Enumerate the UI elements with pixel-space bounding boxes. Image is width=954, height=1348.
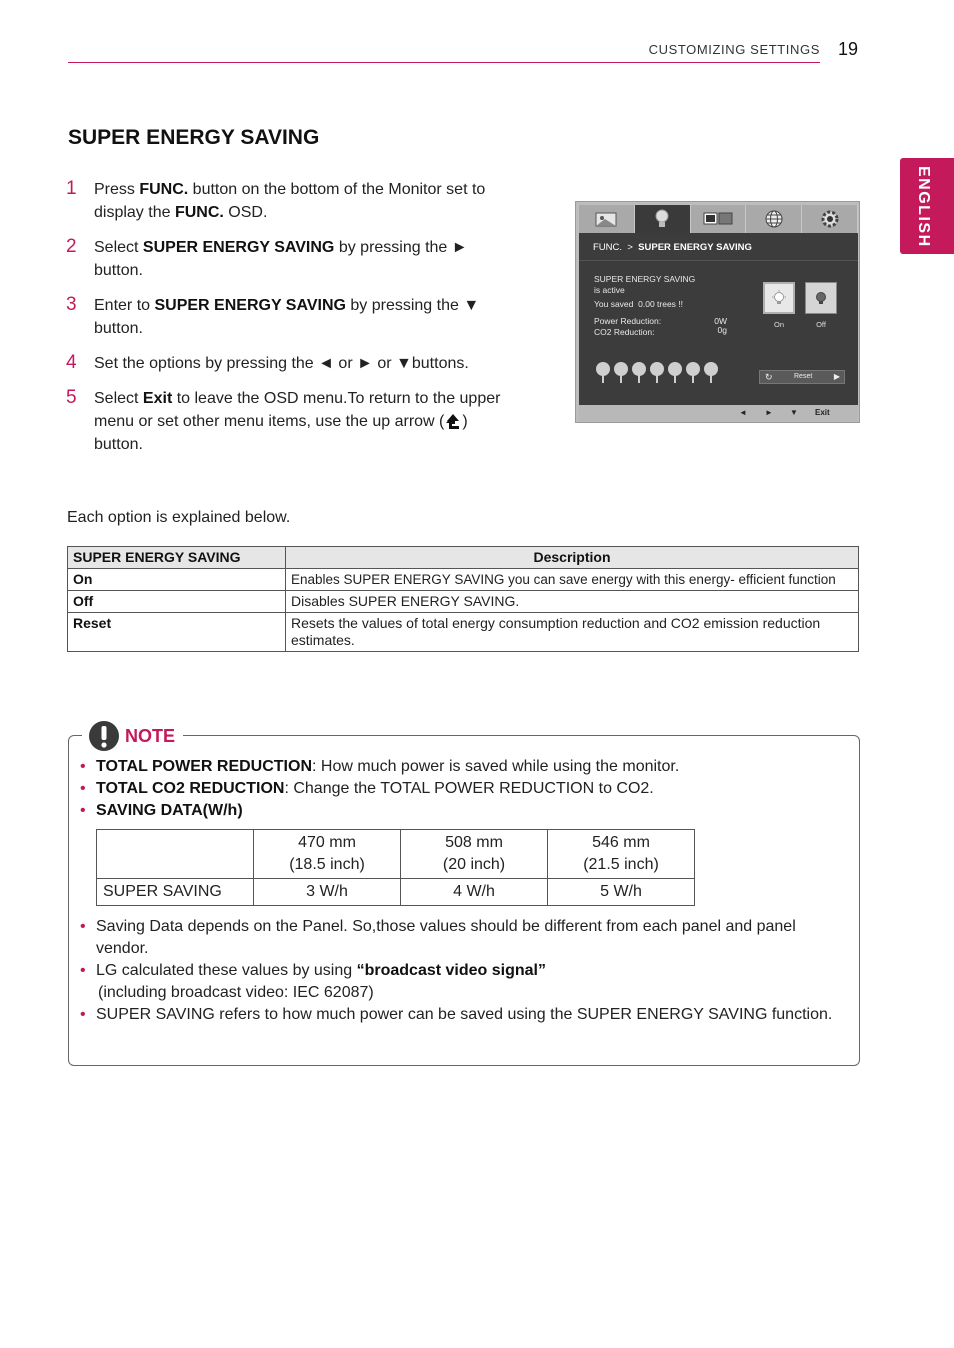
crumb-root: FUNC.	[593, 242, 623, 253]
note-content	[78, 756, 848, 1026]
osd-tab-picture[interactable]	[579, 205, 635, 233]
size-inch: (21.5 inch)	[583, 856, 659, 873]
step-text: Press	[94, 181, 140, 198]
bullet-text: SUPER SAVING refers to how much power can be saved using the SUPER ENERGY SAVING function.	[96, 1006, 833, 1023]
step-number: 1	[66, 178, 77, 199]
option-desc: Disables SUPER ENERGY SAVING.	[286, 591, 859, 613]
step-2	[66, 236, 516, 282]
step-keyword: SUPER ENERGY SAVING	[154, 297, 346, 314]
step-1	[66, 178, 516, 224]
osd-panel	[579, 233, 858, 405]
step-3	[66, 294, 516, 340]
bullet-keyword: “broadcast video signal”	[356, 962, 546, 979]
tree-icon	[703, 361, 719, 383]
tree-icon	[649, 361, 665, 383]
tree-icon	[685, 361, 701, 383]
osd-reduction-labels	[594, 316, 661, 338]
osd-saved	[594, 299, 683, 310]
tree-icon	[667, 361, 683, 383]
osd-status-line: is active	[594, 285, 625, 295]
reset-icon: ↻	[765, 372, 773, 382]
bullet-subtext: (including broadcast video: IEC 62087)	[98, 984, 374, 1001]
step-5	[66, 387, 516, 456]
warning-icon	[88, 720, 120, 752]
osd-tab-screen[interactable]	[691, 205, 747, 233]
note-title: NOTE	[125, 725, 176, 746]
note-bullet	[78, 756, 848, 778]
step-number: 4	[66, 352, 77, 373]
page-number: 19	[838, 39, 859, 59]
step-text: Select	[94, 239, 143, 256]
table-cell-empty	[97, 830, 254, 879]
lightbulb-on-icon	[770, 289, 788, 307]
screen-split-icon	[702, 210, 734, 228]
language-label: ENGLISH	[915, 166, 932, 248]
step-text: OSD.	[223, 204, 268, 221]
osd-reduction-values	[697, 317, 727, 335]
step-number: 2	[66, 236, 77, 257]
table-header-row	[68, 547, 859, 569]
osd-nav-bar	[579, 405, 858, 421]
note-bullet	[78, 960, 848, 1004]
step-keyword: Exit	[142, 390, 173, 407]
globe-icon	[763, 208, 785, 230]
table-header	[548, 830, 695, 879]
table-header	[401, 830, 548, 879]
option-name: Reset	[68, 613, 286, 652]
table-cell: 3 W/h	[254, 879, 401, 906]
table-row	[97, 879, 695, 906]
picture-icon	[593, 210, 619, 228]
language-tab	[900, 158, 954, 254]
osd-option-off[interactable]	[805, 282, 837, 314]
step-number: 5	[66, 387, 77, 408]
options-intro: Each option is explained below.	[67, 509, 291, 526]
osd-co2-label: CO2 Reduction:	[594, 327, 655, 337]
osd-status	[594, 274, 695, 296]
bullet-keyword: TOTAL CO2 REDUCTION	[96, 780, 285, 797]
bullet-keyword: TOTAL POWER REDUCTION	[96, 758, 312, 775]
note-bullet	[78, 916, 848, 960]
tree-icon	[613, 361, 629, 383]
bullet-text: : Change the TOTAL POWER REDUCTION to CO2.	[284, 780, 654, 797]
step-text: Set the options by pressing the ◄ or ► or ▼buttons.	[94, 355, 469, 372]
osd-reset-label: Reset	[794, 373, 813, 380]
option-desc: Resets the values of total energy consumption reduction and CO2 emission reduction estimates.	[286, 613, 859, 652]
step-number: 3	[66, 294, 77, 315]
step-list	[66, 178, 516, 468]
size-inch: (20 inch)	[442, 856, 506, 873]
osd-option-on-label: On	[773, 320, 784, 329]
note-header	[82, 718, 183, 754]
step-4	[66, 352, 516, 375]
size-mm: 546 mm	[592, 834, 650, 851]
step-text: to leave the OSD menu.To return to the upper menu or set other menu items, use the up arrow (	[94, 390, 501, 430]
note-bullet	[78, 778, 848, 800]
option-desc: Enables SUPER ENERGY SAVING you can save energy with this energy- efficient function	[286, 569, 859, 591]
saving-data-table	[96, 829, 695, 906]
tree-icon	[595, 361, 611, 383]
step-keyword: SUPER ENERGY SAVING	[142, 239, 335, 256]
lightbulb-icon	[653, 208, 671, 230]
arrow-right-icon: ▶	[833, 372, 840, 381]
step-text: by pressing the ► button.	[94, 239, 468, 279]
section-title: CUSTOMIZING SETTINGS	[648, 42, 820, 57]
step-text: by pressing the ▼ button.	[94, 297, 480, 337]
osd-nav-down[interactable]: ▼	[790, 408, 798, 417]
table-row	[68, 613, 859, 652]
step-text: Enter to	[94, 297, 155, 314]
osd-power-label: Power Reduction:	[594, 316, 662, 326]
osd-reset-button[interactable]	[759, 370, 845, 384]
size-mm: 508 mm	[445, 834, 503, 851]
option-name: Off	[68, 591, 286, 613]
step-text: button on the bottom of the Monitor set to display the	[94, 181, 486, 221]
table-header: SUPER ENERGY SAVING	[68, 547, 286, 569]
options-table	[67, 546, 859, 652]
osd-nav-right[interactable]: ►	[765, 408, 773, 417]
bullet-text: LG calculated these values by using	[96, 962, 357, 979]
osd-divider	[579, 260, 858, 261]
note-bullet	[78, 1004, 848, 1026]
size-mm: 470 mm	[298, 834, 356, 851]
step-keyword: FUNC.	[174, 204, 224, 221]
size-inch: (18.5 inch)	[289, 856, 365, 873]
osd-option-on[interactable]	[763, 282, 795, 314]
bullet-text: : How much power is saved while using the monitor.	[312, 758, 680, 775]
osd-saved-label: You saved	[594, 299, 634, 309]
tree-icon	[631, 361, 647, 383]
osd-exit-button[interactable]: Exit	[815, 408, 830, 417]
crumb-current: SUPER ENERGY SAVING	[638, 242, 752, 253]
osd-tab-language[interactable]	[746, 205, 802, 233]
osd-saved-value: 0.00 trees !!	[638, 299, 684, 309]
osd-tab-bar	[579, 205, 858, 233]
page-header	[68, 38, 820, 63]
osd-tree-row	[595, 361, 719, 383]
gear-icon	[819, 208, 841, 230]
table-header-row	[97, 830, 695, 879]
option-name: On	[68, 569, 286, 591]
bullet-text: Saving Data depends on the Panel. So,those values should be different from each panel and panel vendor.	[96, 918, 796, 957]
osd-breadcrumb	[593, 242, 752, 253]
table-row	[68, 591, 859, 613]
table-cell: 4 W/h	[401, 879, 548, 906]
osd-tab-settings[interactable]	[802, 205, 858, 233]
osd-co2-value: 0g	[717, 325, 727, 335]
page-title: SUPER ENERGY SAVING	[68, 126, 320, 149]
step-text: ) button.	[94, 413, 468, 453]
osd-power-value: 0W	[714, 316, 727, 326]
crumb-separator: >	[627, 242, 633, 253]
osd-screenshot	[575, 201, 860, 423]
note-bullet	[78, 800, 848, 822]
osd-nav-left[interactable]: ◄	[739, 408, 747, 417]
osd-status-line: SUPER ENERGY SAVING	[594, 274, 696, 284]
osd-option-off-label: Off	[816, 320, 826, 329]
table-row	[68, 569, 859, 591]
up-arrow-icon	[444, 413, 462, 431]
table-cell: 5 W/h	[548, 879, 695, 906]
lightbulb-off-icon	[812, 289, 830, 307]
table-header: Description	[286, 547, 859, 569]
row-label: SUPER SAVING	[97, 879, 254, 906]
step-keyword: FUNC.	[139, 181, 189, 198]
table-header	[254, 830, 401, 879]
step-text: Select	[94, 390, 143, 407]
bullet-keyword: SAVING DATA(W/h)	[96, 802, 243, 819]
osd-tab-func[interactable]	[635, 205, 691, 233]
